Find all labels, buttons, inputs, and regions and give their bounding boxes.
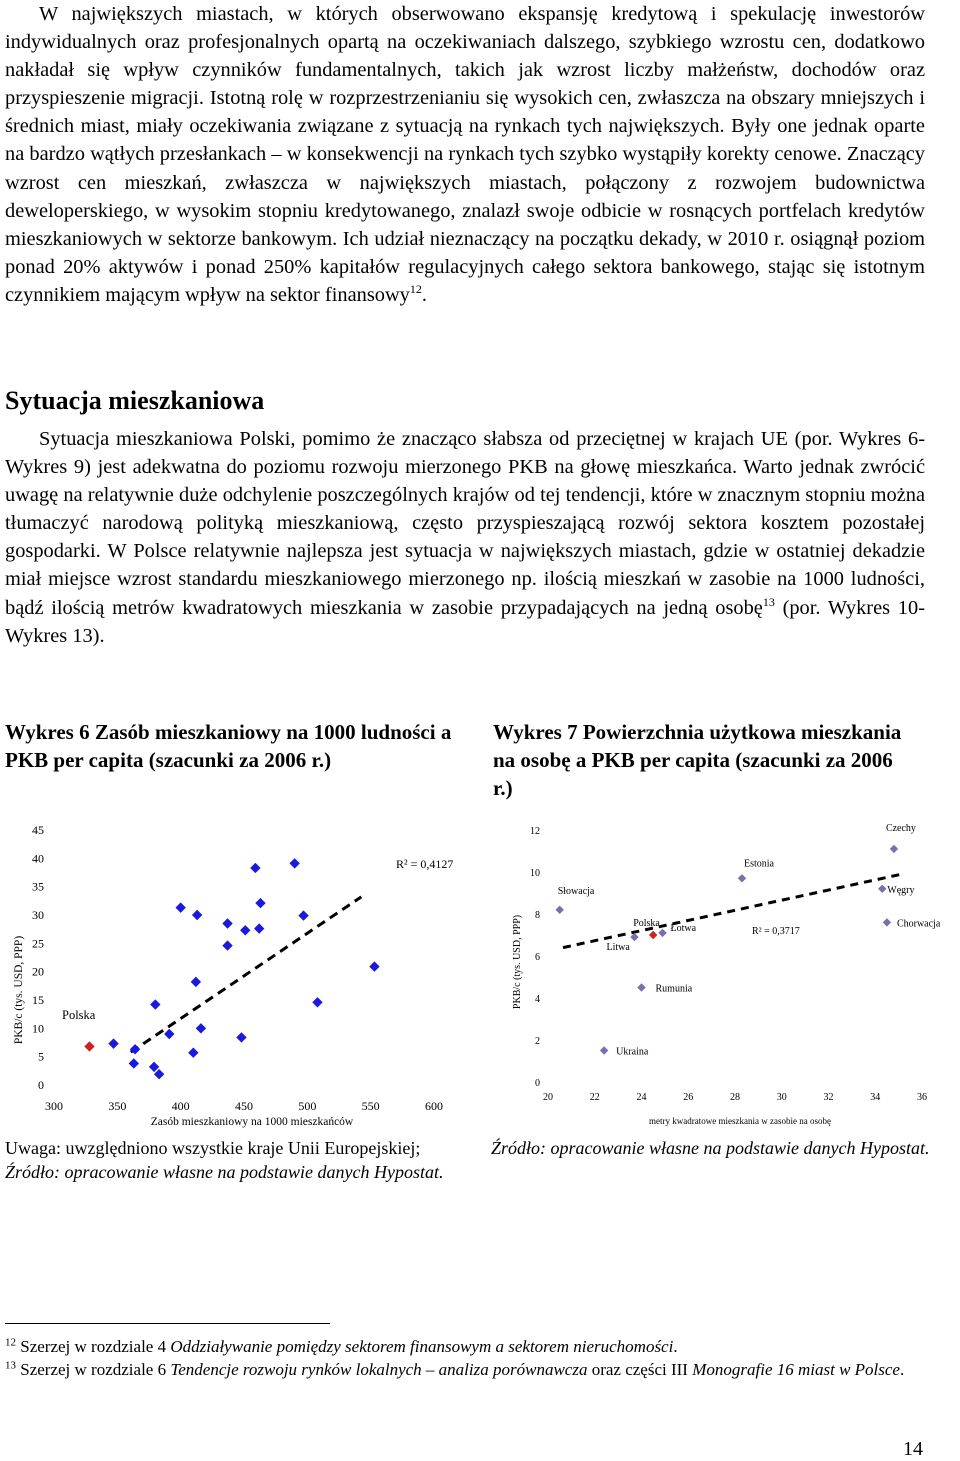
chart1-ytick-label: 35	[32, 879, 44, 894]
chart1-y-axis-label: PKB/c (tys. USD, PPP)	[13, 935, 25, 1045]
chart2-point-label: Chorwacja	[896, 918, 941, 930]
chart1-yticks	[32, 823, 44, 1092]
chart1-xtick-label: 500	[298, 1099, 317, 1113]
chart-housing-stock-vs-gdp	[0, 810, 480, 1130]
chart1-point	[236, 1032, 246, 1042]
chart1-ytick-label: 45	[32, 823, 44, 837]
chart2-point	[637, 983, 645, 991]
chart1-point	[192, 910, 202, 920]
chart1-point	[129, 1058, 139, 1068]
chart1-point	[108, 1038, 118, 1048]
chart2-point-label: Estonia	[744, 858, 775, 870]
chart2-ytick-label: 0	[535, 1078, 540, 1089]
chart2-xtick-label: 28	[730, 1092, 740, 1103]
chart2-ytick-label: 10	[530, 868, 540, 879]
chart1-points	[84, 858, 379, 1079]
chart1-ytick-label: 5	[38, 1049, 44, 1064]
chart2-point-label: Rumunia	[655, 983, 693, 995]
chart2-r2-label: R² = 0,3717	[752, 926, 800, 937]
footnote-13: $^{13}$ Szerzej w rozdziale 6 Tendencje rozwoju rynków lokalnych – analiza porównawcza oraz części III Monografie 16 miast w Polsce.	[5, 1359, 905, 1379]
footnote-ref-12[interactable]: 12	[409, 282, 422, 297]
chart1-point	[188, 1048, 198, 1058]
chart1-xticks	[45, 1099, 443, 1113]
chart2-xtick-label: 32	[823, 1092, 834, 1103]
chart2-y-axis-label: PKB/c (tys. USD, PPP)	[512, 914, 523, 1010]
chart1-ytick-label: 25	[32, 936, 44, 951]
chart-floor-area-vs-gdp	[490, 810, 960, 1130]
chart2-xtick-label: 24	[636, 1092, 647, 1103]
chart1-point	[289, 858, 299, 868]
chart2-ytick-label: 4	[535, 994, 540, 1005]
chart2-xtick-label: 36	[917, 1092, 927, 1103]
chart1-xtick-label: 350	[108, 1099, 127, 1113]
chart1-ytick-label: 20	[32, 964, 44, 979]
chart1-xtick-label: 300	[45, 1099, 63, 1113]
chart1-point	[255, 898, 265, 908]
chart1-point	[150, 999, 160, 1009]
chart2-point	[738, 874, 746, 882]
chart2-trendline	[563, 874, 902, 948]
chart2-xtick-label: 30	[776, 1092, 787, 1103]
paragraph-1-text: W największych miastach, w których obserwowano ekspansję kredytową i spekulację inwestorów indywidualnych oraz profesjonalnych opartą na oczekiwaniach dalszego, szybkiego wzrostu cen, dodatkowo nakładał się wpływ czynników fundamentalnych, takich jak wzrost liczby małżeństw, dochodów oraz przyspieszenie migracji. Istotną rolę w rozprzestrzenianiu się wysokich cen, zwłaszcza na obszary mniejszych i średnich miast, miały oczekiwania związane z sytuacją na rynkach tych największych. Były one jednak oparte na bardzo wątłych przesłankach – w konsekwencji na rynkach tych szybko wystąpiły korekty cenowe. Znaczący wzrost cen mieszkań, zwłaszcza w największych miastach, połączony z rozwojem budownictwa deweloperskiego, w wysokim stopniu kredytowanego, znalazł swoje odbicie w rosnących portfelach kredytów mieszkaniowych w sektorze bankowym. Ich udział nieznaczący na początku dekady, w 2010 r. osiągnął poziom ponad 20% aktywów i ponad 250% kapitałów regulacyjnych całego sektora bankowego, stając się istotnym czynnikiem mającym wpływ na sektor finansowy	[5, 3, 925, 306]
chart2-xtick-label: 34	[870, 1092, 881, 1103]
chart2-x-axis-label: metry kwadratowe mieszkania w zasobie na osobę	[649, 1116, 831, 1126]
chart1-r2-label: R² = 0,4127	[396, 857, 454, 871]
chart1-point	[222, 940, 232, 950]
chart1-xtick-label: 400	[171, 1099, 190, 1113]
chart1-ytick-label: 40	[32, 851, 44, 866]
chart2-point-label: Czechy	[885, 822, 916, 834]
footnote-12: $^{12}$ Szerzej w rozdziale 4 Oddziaływanie pomiędzy sektorem finansowym a sektorem nieruchomości.	[5, 1336, 678, 1356]
chart1-point	[369, 961, 379, 971]
chart2-xticks	[543, 1092, 927, 1103]
chart1-point	[298, 910, 308, 920]
chart2-xtick-label: 22	[589, 1092, 600, 1103]
paragraph-1: W największych miastach, w których obserwowano ekspansję kredytową i spekulację inwestorów indywidualnych oraz profesjonalnych opartą na oczekiwaniach dalszego, szybkiego wzrostu cen, dodatkowo nakładał się wpływ czynników fundamentalnych, takich jak wzrost liczby małżeństw, dochodów oraz przyspieszenie migracji. Istotną rolę w rozprzestrzenianiu się wysokich cen, zwłaszcza na obszary mniejszych i średnich miast, miały oczekiwania związane z sytuacją na rynkach tych największych. Były one jednak oparte na bardzo wątłych przesłankach – w konsekwencji na rynkach tych szybko wystąpiły korekty cenowe. Znaczący wzrost cen mieszkań, zwłaszcza w największych miastach, połączony z rozwojem budownictwa deweloperskiego, w wysokim stopniu kredytowanego, znalazł swoje odbicie w rosnących portfelach kredytów mieszkaniowych w sektorze bankowym. Ich udział nieznaczący na początku dekady, w 2010 r. osiągnął poziom ponad 20% aktywów i ponad 250% kapitałów regulacyjnych całego sektora bankowego, stając się istotnym czynnikiem mającym wpływ na sektor finansowy$^{12}$.	[5, 3, 925, 306]
chart2-ytick-label: 8	[535, 910, 540, 921]
chart1-x-axis-label: Zasób mieszkaniowy na 1000 mieszkańców	[150, 1116, 354, 1128]
chart2-point	[555, 906, 563, 914]
chart2-point	[890, 845, 898, 853]
footnote-rule	[5, 1323, 330, 1324]
chart2-point-label: Litwa	[606, 942, 630, 954]
chart1-xtick-label: 450	[235, 1099, 253, 1113]
chart1-ytick-label: 15	[32, 993, 44, 1007]
chart1-point	[196, 1023, 206, 1033]
chart1-point-polska	[84, 1041, 94, 1051]
chart2-point-label: Słowacja	[557, 885, 595, 897]
chart1-ytick-label: 0	[38, 1078, 44, 1092]
chart2-point-label: Węgry	[887, 884, 915, 896]
chart1-trendline	[131, 897, 362, 1052]
figure-7-note	[491, 1137, 957, 1161]
chart2-point	[600, 1046, 608, 1054]
chart2-point	[878, 885, 886, 893]
chart2-point	[658, 929, 666, 937]
section-heading: Sytuacja mieszkaniowa	[5, 386, 265, 415]
chart2-point-polska	[649, 931, 657, 939]
paragraph-2: Sytuacja mieszkaniowa Polski, pomimo że znacząco słabsza od przeciętnej w krajach UE (por. Wykres 6-Wykres 9) jest adekwatna do poziomu rozwoju mierzonego PKB na głowę mieszkańca. Warto jednak zwrócić uwagę na relatywnie duże odchylenie poszczególnych krajów od tej tendencji, które w znacznym stopniu można tłumaczyć narodową polityką mieszkaniową, często przyspieszającą rozwój sektora kosztem pozostałej gospodarki. W Polsce relatywnie najlepsza jest sytuacja w największych miastach, gdzie w ostatniej dekadzie miał miejsce wzrost standardu mieszkaniowego mierzonego np. ilością mieszkań w zasobie na 1000 ludności, bądź ilością metrów kwadratowych mieszkania w zasobie przypadających na jedną osobę$^{13}$ (por. Wykres 10- Wykres 13).	[5, 428, 925, 647]
chart2-xtick-label: 20	[543, 1092, 553, 1103]
chart1-ytick-label: 30	[32, 908, 44, 922]
figure-6-title: Wykres 6 Zasób mieszkaniowy na 1000 ludności a PKB per capita (szacunki za 2006 r.)	[5, 720, 452, 772]
chart2-points	[555, 823, 940, 1058]
chart2-point-label: Łotwa	[670, 922, 697, 934]
chart2-point	[630, 933, 638, 941]
chart1-point	[254, 923, 264, 933]
chart1-ytick-label: 10	[32, 1021, 44, 1036]
figure-6-source: Źródło: opracowanie własne na podstawie danych Hypostat.	[5, 1161, 444, 1182]
paragraph-2-text: Sytuacja mieszkaniowa Polski, pomimo że znacząco słabsza od przeciętnej w krajach UE (por. Wykres 6-Wykres 9) jest adekwatna do poziomu rozwoju mierzonego PKB na głowę mieszkańca. Warto jednak zwrócić uwagę na relatywnie duże odchylenie poszczególnych krajów od tej tendencji, które w znacznym stopniu można tłumaczyć narodową polityką mieszkaniową, często przyspieszającą rozwój sektora kosztem pozostałej gospodarki. W Polsce relatywnie najlepsza jest sytuacja w największych miastach, gdzie w ostatniej dekadzie miał miejsce wzrost standardu mieszkaniowego mierzonego np. ilością mieszkań w zasobie na 1000 ludności, bądź ilością metrów kwadratowych mieszkania w zasobie przypadających na jedną osobę	[5, 428, 925, 619]
chart1-xtick-label: 600	[425, 1099, 443, 1113]
chart2-yticks	[530, 826, 540, 1089]
chart1-point	[250, 863, 260, 873]
chart2-xtick-label: 26	[683, 1092, 694, 1103]
chart1-point	[312, 997, 322, 1007]
chart1-point	[240, 925, 250, 935]
chart1-xtick-label: 550	[361, 1099, 380, 1113]
footnote-ref-13[interactable]: 13	[762, 594, 775, 609]
chart2-point-label: Ukraina	[616, 1046, 649, 1058]
chart1-point	[191, 977, 201, 987]
chart1-point	[222, 918, 232, 928]
figure-6-note: Uwaga: uwzględniono wszystkie kraje Unii Europejskiej; Źródło: opracowanie własne na podstawie danych Hypostat.	[5, 1138, 444, 1182]
page-number: 14	[903, 1438, 923, 1460]
chart2-polska-label: Polska	[633, 918, 660, 929]
chart2-ytick-label: 12	[530, 826, 540, 837]
figure-7-source: Źródło: opracowanie własne na podstawie danych Hypostat.	[491, 1138, 930, 1158]
chart1-point	[164, 1029, 174, 1039]
chart2-ytick-label: 6	[535, 952, 540, 963]
chart2-point	[883, 918, 891, 926]
figure-7-title: Wykres 7 Powierzchnia użytkowa mieszkania na osobę a PKB per capita (szacunki za 2006 r.)	[493, 720, 902, 800]
chart2-ytick-label: 2	[535, 1036, 540, 1047]
chart1-point	[175, 902, 185, 912]
chart1-polska-label: Polska	[62, 1008, 96, 1022]
